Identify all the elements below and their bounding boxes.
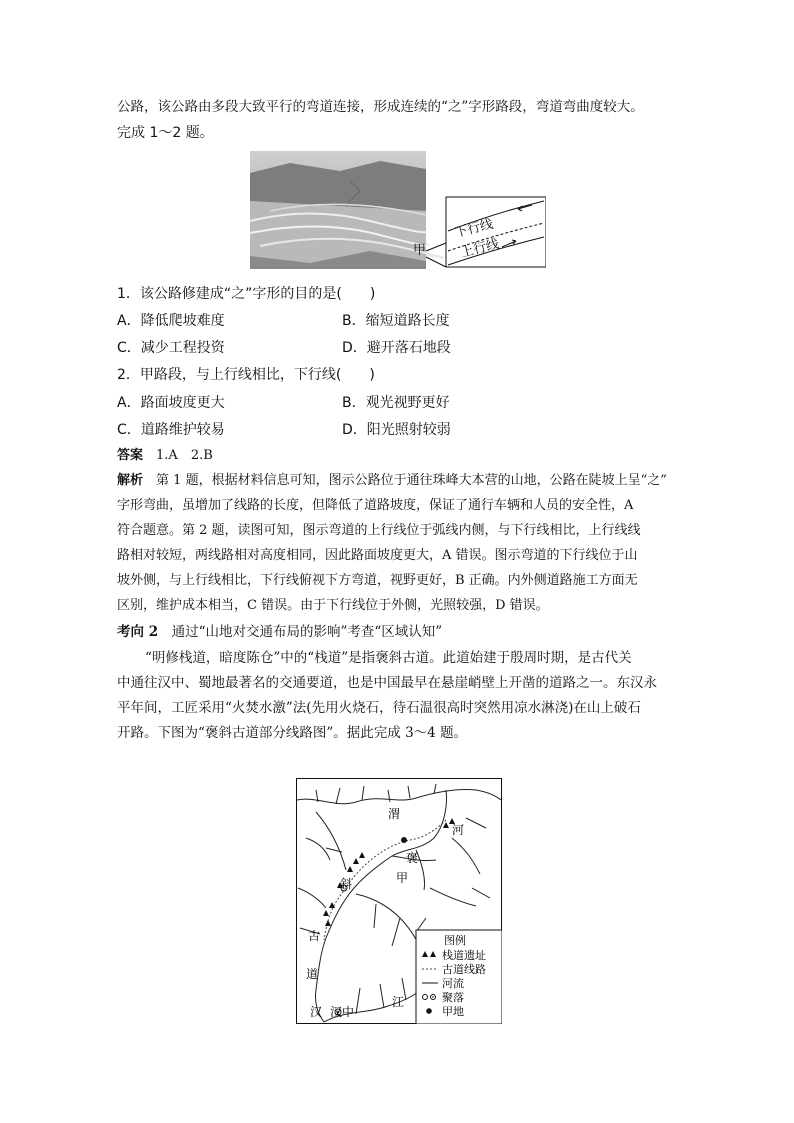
baoxie-road-map	[296, 778, 502, 1024]
question-1-option-b	[342, 312, 450, 330]
map-legend	[416, 930, 502, 1024]
question-2-option-c	[117, 421, 225, 439]
option-letter: B．	[342, 313, 366, 329]
option-letter: D．	[342, 422, 367, 438]
question-2-stem: 2．甲路段，与上行线相比，下行线( )	[117, 367, 375, 383]
question-2-option-b	[342, 394, 450, 412]
map-label-gu: 古	[308, 929, 321, 943]
map-label-hanzhong: 汉中	[330, 1005, 355, 1019]
legend-item-plank-road: 栈道遗址	[442, 949, 486, 962]
section-label: 考向 2	[117, 624, 159, 640]
analysis-line-3: 符合题意。第 2 题，读图可知，图示弯道的上行线位于弧线内侧，与下行线相比，上行线线	[117, 523, 641, 538]
legend-item-river: 河流	[442, 977, 464, 990]
map-label-dao: 道	[306, 967, 319, 981]
passage-line-2: 中通往汉中、蜀地最著名的交通要道，也是中国最早在悬崖峭壁上开凿的道路之一。东汉永	[117, 675, 657, 691]
passage-line-3: 平年间，工匠采用“火焚水激”法(先用火烧石，待石温很高时突然用凉水淋浇)在山上破石	[117, 700, 641, 716]
legend-title: 图例	[444, 934, 466, 947]
option-letter: C．	[117, 422, 141, 438]
map-label-han: 汉	[310, 1005, 323, 1019]
map-label-he: 河	[452, 823, 465, 837]
map-label-bao: 褒	[406, 851, 419, 865]
intro-line-2: 完成 1～2 题。	[117, 125, 214, 141]
analysis-line-1	[117, 472, 667, 490]
passage-line-1: “明修栈道，暗度陈仓”中的“栈道”是指褒斜古道。此道始建于殷周时期，是古代关	[145, 650, 632, 666]
down-line-label: 下行线	[453, 216, 495, 241]
option-text: 道路维护较易	[140, 422, 225, 438]
map-label-jia: 甲	[396, 871, 409, 885]
option-letter: C．	[117, 340, 141, 356]
legend-item-jia: 甲地	[442, 1005, 464, 1018]
option-text: 观光视野更好	[365, 395, 450, 411]
option-text: 缩短道路长度	[365, 313, 450, 329]
analysis-line-5: 坡外侧，与上行线相比，下行线俯视下方弯道，视野更好，B 正确。内外侧道路施工方面无	[117, 573, 638, 588]
answer-label: 答案	[117, 448, 144, 463]
legend-item-ancient-road: 古道线路	[442, 963, 486, 976]
option-text: 避开落石地段	[366, 340, 451, 356]
option-letter: B．	[342, 395, 366, 411]
legend-item-settlement: 聚落	[442, 991, 464, 1004]
analysis-label: 解析	[117, 473, 144, 488]
question-2-option-d	[342, 421, 451, 439]
option-letter: A．	[117, 313, 141, 329]
passage-line-4: 开路。下图为“褒斜古道部分线路图”。据此完成 3～4 题。	[117, 725, 468, 741]
analysis-line-6: 区别，维护成本相当，C 错误。由于下行线位于外侧，光照较强，D 错误。	[117, 598, 549, 613]
question-1-stem: 1．该公路修建成“之”字形的目的是( )	[117, 286, 376, 302]
jia-point-marker	[401, 837, 407, 843]
map-label-wei: 渭	[388, 807, 401, 821]
answer-line	[117, 447, 213, 465]
up-line-label: 上行线	[459, 236, 501, 261]
option-text: 降低爬坡难度	[140, 313, 225, 329]
analysis-text: 第 1 题，根据材料信息可知，图示公路位于通往珠峰大本营的山地，公路在陡坡上呈“之”	[156, 473, 667, 488]
option-text: 路面坡度更大	[140, 395, 225, 411]
option-letter: A．	[117, 395, 141, 411]
option-letter: D．	[342, 340, 367, 356]
answer-text: 1.A 2.B	[156, 448, 213, 463]
question-2-option-a	[117, 394, 225, 412]
analysis-line-4: 路相对较短，两线路相对高度相同，因此路面坡度更大，A 错误。图示弯道的下行线位于山	[117, 548, 638, 563]
map-label-jiang: 江	[392, 995, 405, 1009]
map-label-xie: 斜	[340, 877, 353, 891]
intro-line-1: 公路，该公路由多段大致平行的弯道连接，形成连续的“之”字形路段，弯道弯曲度较大。	[117, 99, 644, 115]
section-heading	[117, 623, 442, 641]
section-title: 通过“山地对交通布局的影响”考查“区域认知”	[171, 624, 443, 640]
question-1-option-c	[117, 339, 225, 357]
analysis-line-2: 字形弯曲，虽增加了线路的长度，但降低了道路坡度，保证了通行车辆和人员的安全性，A	[117, 498, 634, 513]
option-text: 阳光照射较弱	[366, 422, 451, 438]
question-1-option-a	[117, 312, 225, 330]
question-1-option-d	[342, 339, 451, 357]
photo-point-label: 甲	[413, 243, 427, 258]
option-text: 减少工程投资	[140, 340, 225, 356]
road-inset-diagram	[446, 197, 546, 267]
road-photo-figure	[250, 151, 546, 269]
